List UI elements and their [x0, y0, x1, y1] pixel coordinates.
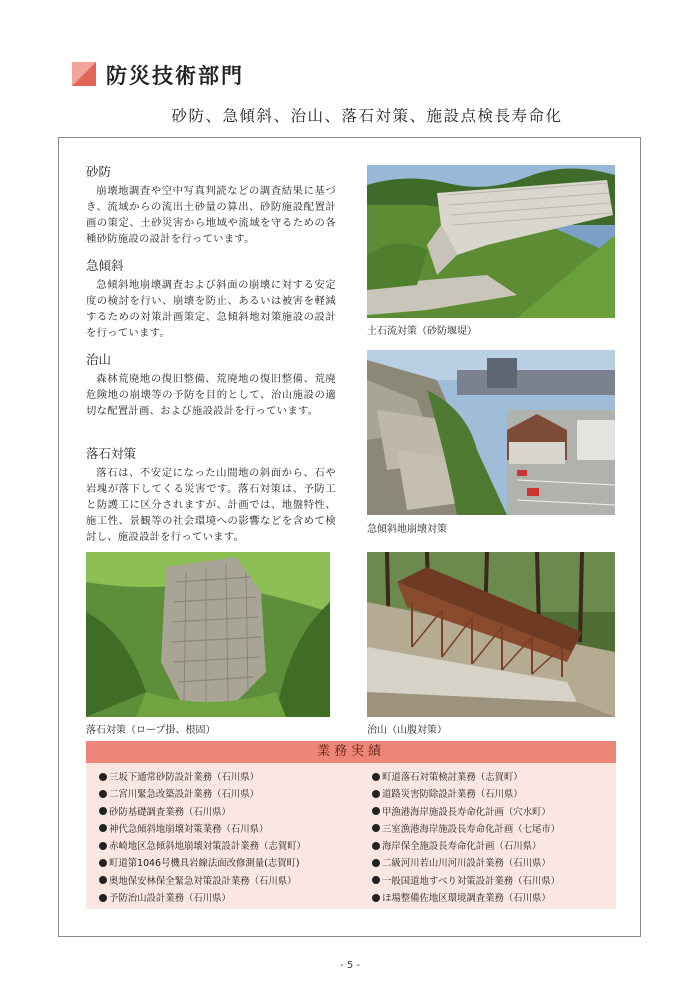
- list-item: 二級河川若山川河川設計業務（石川県）: [372, 855, 560, 872]
- bullet-icon: [372, 790, 380, 798]
- bullet-icon: [99, 842, 107, 850]
- section-sabo: [86, 162, 336, 247]
- bullet-icon: [372, 807, 380, 815]
- results-list-right: [372, 769, 560, 907]
- list-item: 赤崎地区急傾斜地崩壊対策設計業務（志賀町）: [99, 838, 306, 855]
- photo-steep-slope: [367, 350, 615, 515]
- list-item: 予防治山設計業務（石川県）: [99, 890, 306, 907]
- list-item: 三室漁港海岸施設長寿命化計画（七尾市）: [372, 821, 560, 838]
- list-item: 神代急傾斜地崩壊対策業務（石川県）: [99, 821, 306, 838]
- list-item: 二宮川緊急改築設計業務（石川県）: [99, 786, 306, 803]
- bullet-icon: [372, 894, 380, 902]
- section-heading: 砂防: [86, 164, 112, 179]
- photo-caption: 急傾斜地崩壊対策: [367, 524, 447, 535]
- results-heading: 業務実績: [86, 741, 616, 763]
- list-item: 甲漁港海岸施設長寿命化計画（穴水町）: [372, 804, 560, 821]
- bullet-icon: [99, 859, 107, 867]
- list-item: 町道落石対策検討業務（志賀町）: [372, 769, 560, 786]
- bullet-icon: [99, 790, 107, 798]
- photo-caption: 土石流対策（砂防堰堤）: [367, 326, 477, 337]
- section-heading: 落石対策: [86, 446, 137, 461]
- section-body: 森林荒廃地の復旧整備、荒廃地の復旧整備、荒廃危険地の崩壊等の予防を目的として、治山施設の適切な配置計画、および施設設計を行っています。: [86, 373, 336, 417]
- bullet-icon: [99, 773, 107, 781]
- bullet-icon: [372, 842, 380, 850]
- photo-caption: 落石対策（ロープ掛、根固）: [86, 725, 216, 736]
- list-item: 奥地保安林保全緊急対策設計業務（石川県）: [99, 873, 306, 890]
- list-item: 道路災害防除設計業務（石川県）: [372, 786, 560, 803]
- list-item: 砂防基礎調査業務（石川県）: [99, 804, 306, 821]
- list-item: 町道第1046号機具岩線法面改修測量(志賀町): [99, 855, 306, 872]
- bullet-icon: [99, 807, 107, 815]
- photo-hillside: [367, 552, 615, 717]
- page-title: 防災技術部門: [106, 64, 244, 88]
- section-chisan: [86, 350, 336, 419]
- results-list-left: [99, 769, 306, 907]
- section-heading: 急傾斜: [86, 258, 124, 273]
- section-body: 落石は、不安定になった山間地の斜面から、石や岩塊が落下してくる災害です。落石対策は、予防工と防護工に区分されますが、計画では、地盤特性、施工性、景観等の社会環境への影響などを含めて検討し、施設設計を行っています。: [86, 467, 336, 543]
- bullet-icon: [99, 894, 107, 902]
- section-kyukeisha: [86, 256, 336, 341]
- section-rakuseki: [86, 444, 336, 545]
- bullet-icon: [372, 773, 380, 781]
- section-heading: 治山: [86, 352, 112, 367]
- list-item: 海岸保全施設長寿命化計画（石川県）: [372, 838, 560, 855]
- photo-rockfall: [86, 552, 330, 717]
- bullet-icon: [372, 859, 380, 867]
- section-body: 崩壊地調査や空中写真判読などの調査結果に基づき、流域からの流出土砂量の算出、砂防施設配置計画の策定、土砂災害から地域や流域を守るための各種砂防施設の設計を行っています。: [86, 185, 336, 245]
- bullet-icon: [372, 824, 380, 832]
- list-item: 三坂下通常砂防設計業務（石川県）: [99, 769, 306, 786]
- page-number: - 5 -: [340, 960, 360, 971]
- results-box: [86, 763, 616, 909]
- bullet-icon: [372, 876, 380, 884]
- list-item: ほ場整備佐地区環境調査業務（石川県）: [372, 890, 560, 907]
- page-subtitle: 砂防、急傾斜、治山、落石対策、施設点検長寿命化: [171, 107, 563, 125]
- bullet-icon: [99, 876, 107, 884]
- list-item: 一般国道地すべり対策設計業務（石川県）: [372, 873, 560, 890]
- bullet-icon: [99, 824, 107, 832]
- section-body: 急傾斜地崩壊調査および斜面の崩壊に対する安定度の検討を行い、崩壊を防止、あるいは被害を軽減するための対策計画策定、急傾斜地対策施設の設計を行っています。: [86, 279, 336, 339]
- photo-sabo-dam: [367, 165, 615, 318]
- photo-caption: 治山（山腹対策）: [367, 725, 447, 736]
- section-mark-icon: [72, 62, 96, 86]
